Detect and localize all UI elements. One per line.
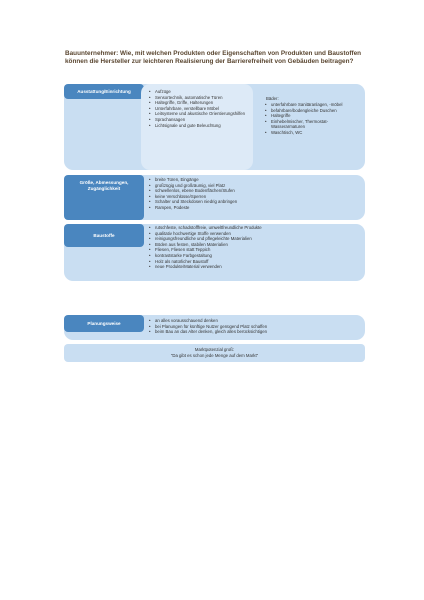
list-item: • Aufzüge <box>148 89 250 95</box>
list-item: • an alles vorausschauend denken <box>148 318 360 324</box>
list-item: • Rampen, Podeste <box>148 205 360 211</box>
list-item: • Sensortechnik, automatische Türen <box>148 95 250 101</box>
list-item: • Waschtisch, WC <box>264 130 360 136</box>
list-item: • Böden aus festen, stabilen Materialien <box>148 242 360 248</box>
list-item: • großzügig und großräumig, viel Platz <box>148 183 360 189</box>
footer-line-1: Marktpotenzial groß: <box>194 347 235 353</box>
baeder-heading: Bäder: <box>266 96 279 101</box>
list-item: • kontraststarke Farbgestaltung <box>148 253 360 259</box>
list-item: • Lichtsignale und gute Beleuchtung <box>148 123 250 129</box>
page-title: Bauunternehmer: Wie, mit welchen Produkten oder Eigenschaften von Produkten und Baustoffen können die Hersteller zur leichteren Realisierung der Barrierefreiheit von Gebäuden beitragen? <box>65 50 362 65</box>
list-item: • schwellenlos, ebene Bodenflächen/Stufen <box>148 188 360 194</box>
list-item: • beim Bau an das Alter denken, gleich alles berücksichtigen <box>148 329 360 335</box>
category-groesse: Größe, Abmessungen, Zugänglichkeit <box>64 175 144 220</box>
list-item: • rutschfeste, schadstofffreie, umweltfreundliche Produkte <box>148 225 360 231</box>
list-item: • befahrbare/bodengleiche Duschen <box>264 108 360 114</box>
list-item: • Holz als natürlicher Baustoff <box>148 259 360 265</box>
list-item: • Unterfahrbare, verstellbare Möbel <box>148 106 250 112</box>
list-planungsweise <box>148 318 360 335</box>
list-item: • Fliesen, Fliesen statt Teppich <box>148 247 360 253</box>
list-item: • Haltegriffe, Griffe, Halterungen <box>148 100 250 106</box>
list-item: • Schalter und Steckdosen niedrig anbringen <box>148 199 360 205</box>
list-item: • Leitsysteme und akustische Orientierungshilfen <box>148 111 250 117</box>
list-groesse <box>148 177 360 211</box>
list-item: • neue Produkte/Material verwenden <box>148 264 360 270</box>
list-item: • unterfahrbare Sanitäranlagen, -möbel <box>264 102 360 108</box>
list-ausstattung-baeder <box>264 102 360 136</box>
list-item: • breite Türen, Eingänge <box>148 177 360 183</box>
list-item: • Haltegriffe <box>264 113 360 119</box>
footer-line-2: "Da gibt es schon jede Menge auf dem Markt" <box>170 353 259 358</box>
category-ausstattung: Ausstattung/Einrichtung <box>64 84 144 99</box>
market-potential-box <box>64 344 365 362</box>
list-item: • qualitativ hochwertige Stoffe verwenden <box>148 231 360 237</box>
list-ausstattung-general <box>148 89 250 128</box>
list-item: • keine Verschlüsse/Sperren <box>148 194 360 200</box>
list-item: • reinigungsfreundliche und pflegeleichte Materialien <box>148 236 360 242</box>
list-item: • Einhebelmischer, Thermostat-Wasserarmaturen <box>264 119 360 130</box>
list-item: • Sprachansagen <box>148 117 250 123</box>
list-baustoffe <box>148 225 360 270</box>
category-planungsweise: Planungsweise <box>64 315 144 332</box>
list-item: • bei Planungen für künftige Nutzer genügend Platz schaffen <box>148 324 360 330</box>
category-baustoffe: Baustoffe <box>64 224 144 247</box>
